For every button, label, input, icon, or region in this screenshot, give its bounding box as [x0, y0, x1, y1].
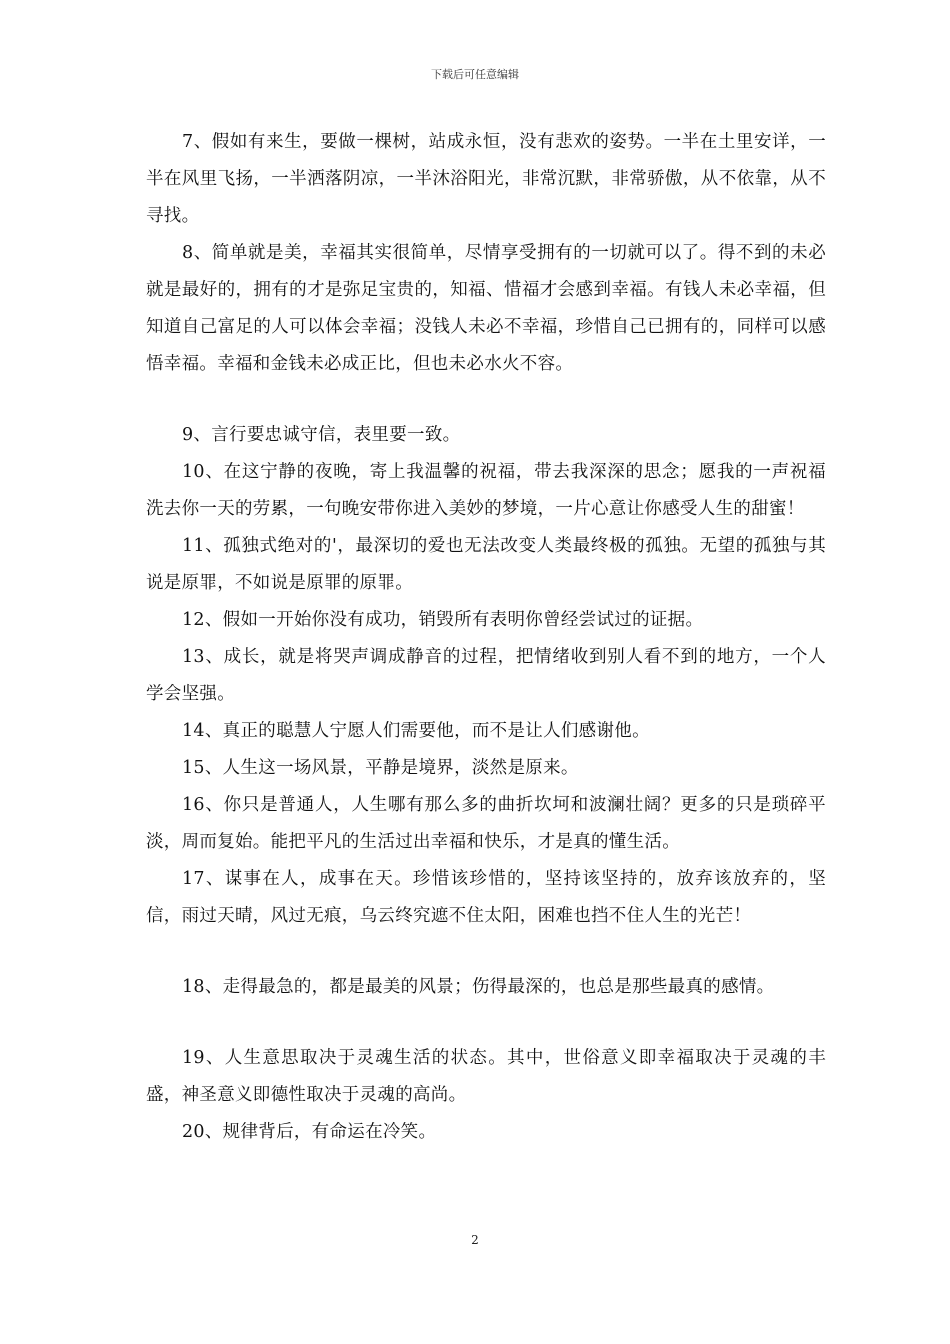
paragraph-8: 8、简单就是美，幸福其实很简单，尽情享受拥有的一切就可以了。得不到的未必就是最好的，拥有的才是弥足宝贵的，知福、惜福才会感到幸福。有钱人未必幸福，但知道自己富足的人可以体会幸福；没钱人未必不幸福，珍惜自己已拥有的，同样可以感悟幸福。幸福和金钱未必成正比，但也未必水火不容。 [146, 243, 826, 374]
paragraph-20: 20、规律背后，有命运在冷笑。 [182, 1122, 437, 1142]
paragraph-9: 9、言行要忠诚守信，表里要一致。 [182, 425, 461, 445]
paragraph-13: 13、成长，就是将哭声调成静音的过程，把情绪收到别人看不到的地方，一个人学会坚强。 [146, 647, 826, 704]
paragraph-gap [146, 935, 826, 969]
page-header: 下载后可任意编辑 [431, 68, 519, 81]
paragraph-gap [146, 383, 826, 417]
paragraph-gap [146, 1006, 826, 1040]
paragraph-11: 11、孤独式绝对的'，最深切的爱也无法改变人类最终极的孤独。无望的孤独与其说是原罪，不如说是原罪的原罪。 [146, 536, 826, 593]
page-number: 2 [471, 1233, 479, 1247]
paragraph-15: 15、人生这一场风景，平静是境界，淡然是原来。 [182, 758, 579, 778]
paragraph-16: 16、你只是普通人，人生哪有那么多的曲折坎坷和波澜壮阔？更多的只是琐碎平淡，周而复始。能把平凡的生活过出幸福和快乐，才是真的懂生活。 [146, 795, 826, 852]
paragraph-19: 19、人生意思取决于灵魂生活的状态。其中，世俗意义即幸福取决于灵魂的丰盛，神圣意义即德性取决于灵魂的高尚。 [146, 1048, 826, 1105]
paragraph-10: 10、在这宁静的夜晚，寄上我温馨的祝福，带去我深深的思念；愿我的一声祝福洗去你一天的劳累，一句晚安带你进入美妙的梦境，一片心意让你感受人生的甜蜜！ [146, 462, 826, 519]
paragraph-7: 7、假如有来生，要做一棵树，站成永恒，没有悲欢的姿势。一半在土里安详，一半在风里飞扬，一半洒落阴凉，一半沐浴阳光，非常沉默，非常骄傲，从不依靠，从不寻找。 [146, 132, 826, 226]
paragraph-17: 17、谋事在人，成事在天。珍惜该珍惜的，坚持该坚持的，放弃该放弃的，坚信，雨过天晴，风过无痕，乌云终究遮不住太阳，困难也挡不住人生的光芒！ [146, 869, 826, 926]
paragraph-12: 12、假如一开始你没有成功，销毁所有表明你曾经尝试过的证据。 [182, 610, 704, 630]
paragraph-14: 14、真正的聪慧人宁愿人们需要他，而不是让人们感谢他。 [182, 721, 650, 741]
document-body [146, 124, 826, 1151]
paragraph-18: 18、走得最急的，都是最美的风景；伤得最深的，也总是那些最真的感情。 [182, 977, 775, 997]
